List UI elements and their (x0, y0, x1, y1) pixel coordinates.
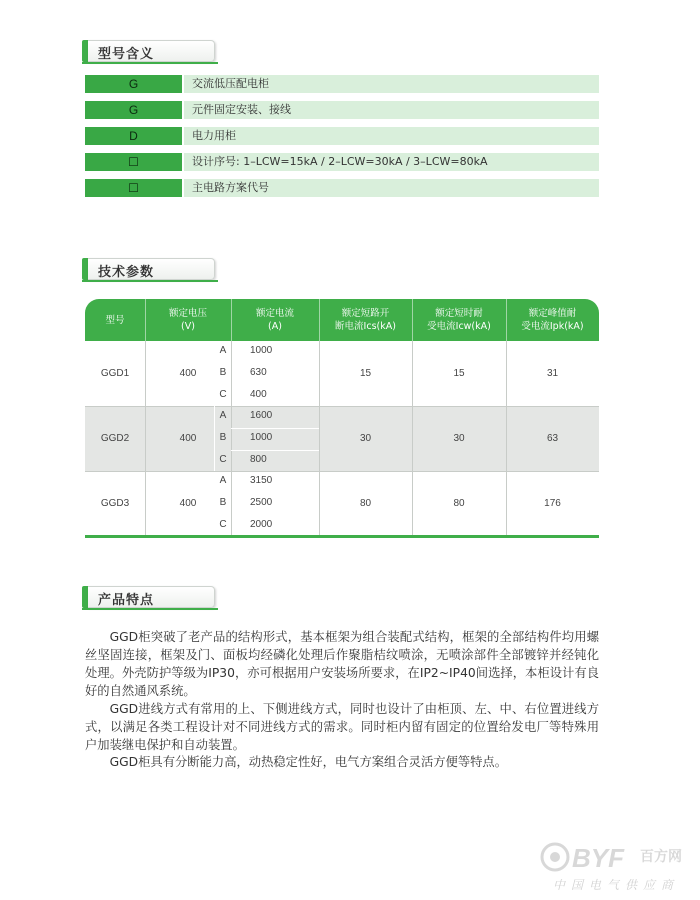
section-title: 产品特点 (98, 593, 155, 608)
cell-current: 630 (250, 367, 267, 378)
cell-current: 2500 (250, 497, 273, 508)
cell-icw: 15 (453, 368, 465, 379)
cell-voltage: 400 (179, 498, 197, 509)
section-heading-model-meaning (82, 40, 218, 64)
header-voltage: 额定电压 (V) (168, 308, 207, 332)
cell-current: 3150 (250, 475, 273, 486)
cell-ics: 15 (359, 368, 372, 379)
cell-ics: 80 (359, 498, 372, 509)
table-row: GGD3 400 A B C 3150 2500 2000 80 80 176 (85, 471, 599, 536)
cell-model: GGD1 (100, 368, 130, 379)
cell-current: 2000 (250, 519, 273, 530)
model-code: G (85, 75, 182, 93)
cell-current: 1600 (250, 410, 273, 421)
cell-ipk: 31 (546, 368, 559, 379)
section-heading-tech-params (82, 258, 218, 282)
header-ics: 额定短路开 断电流Ics(kA) (335, 308, 396, 332)
header-current: 额定电流 (A) (255, 308, 294, 332)
section-title: 型号含义 (98, 47, 155, 62)
model-desc: 交流低压配电柜 (184, 75, 599, 93)
feature-paragraph: GGD柜突破了老产品的结构形式，基本框架为组合装配式结构，框架的全部结构件均用螺丝坚固连接，框架及门、面板均经磷化处理后作聚脂桔纹喷涂，无喷涂部件全部镀锌并经钝化处理。外壳防护等级为IP30，亦可根据用户安装场所要求，在IP2~IP40间选择，本柜设计有良好的自然通风系统。 (85, 630, 599, 698)
header-icw: 额定短时耐 受电流Icw(kA) (427, 308, 491, 332)
table-header (85, 299, 599, 341)
cell-voltage: 400 (179, 368, 197, 379)
table-row: GGD1 400 A B C 1000 630 400 15 15 31 (85, 341, 599, 406)
model-meaning-row (85, 179, 599, 197)
cell-ipk: 176 (544, 498, 561, 509)
watermark-brand-cn: 百方网 (640, 849, 682, 865)
cell-model: GGD3 (100, 498, 130, 509)
model-desc: 元件固定安装、接线 (184, 101, 599, 119)
watermark-brand: BYF (572, 843, 624, 873)
cell-icw: 80 (453, 498, 465, 509)
cell-model: GGD2 (100, 433, 130, 444)
watermark-logo (540, 840, 690, 874)
cell-current: 1000 (250, 345, 273, 356)
model-code: G (85, 101, 182, 119)
model-meaning-row (85, 101, 599, 119)
cell-current: 800 (250, 454, 267, 465)
section-heading-features (82, 586, 218, 610)
model-meaning-row (85, 127, 599, 145)
section-title: 技术参数 (98, 265, 155, 280)
model-code: ☐ (85, 179, 182, 197)
cell-voltage: 400 (179, 433, 197, 444)
model-meaning-row (85, 153, 599, 171)
header-model: 型号 (105, 314, 125, 326)
model-desc: 设计序号: 1–LCW=15kA / 2–LCW=30kA / 3–LCW=80kA (184, 153, 599, 171)
cell-ipk: 63 (546, 433, 559, 444)
cell-current: 1000 (250, 432, 273, 443)
model-meaning-row (85, 75, 599, 93)
cell-icw: 30 (453, 433, 465, 444)
cell-current: 400 (250, 389, 267, 400)
tech-params-table (85, 299, 599, 539)
cell-ics: 30 (359, 433, 372, 444)
model-desc: 主电路方案代号 (184, 179, 599, 197)
watermark-tagline: 中国电气供应商 (553, 878, 680, 892)
feature-paragraph: GGD进线方式有常用的上、下侧进线方式，同时也设计了由柜顶、左、中、右位置进线方式，以满足各类工程设计对不同进线方式的需求。同时柜内留有固定的位置给发电厂等特殊用户加装继电保护和自动装置。 (85, 702, 599, 752)
table-row: GGD2 400 A B C 1600 1000 800 30 30 63 (85, 406, 599, 471)
feature-paragraph: GGD柜具有分断能力高，动热稳定性好，电气方案组合灵活方便等特点。 (109, 755, 508, 769)
model-code: ☐ (85, 153, 182, 171)
byf-logo-icon (540, 840, 690, 874)
model-code: D (85, 127, 182, 145)
header-ipk: 额定峰值耐 受电流Ipk(kA) (521, 308, 584, 332)
model-desc: 电力用柜 (184, 127, 599, 145)
